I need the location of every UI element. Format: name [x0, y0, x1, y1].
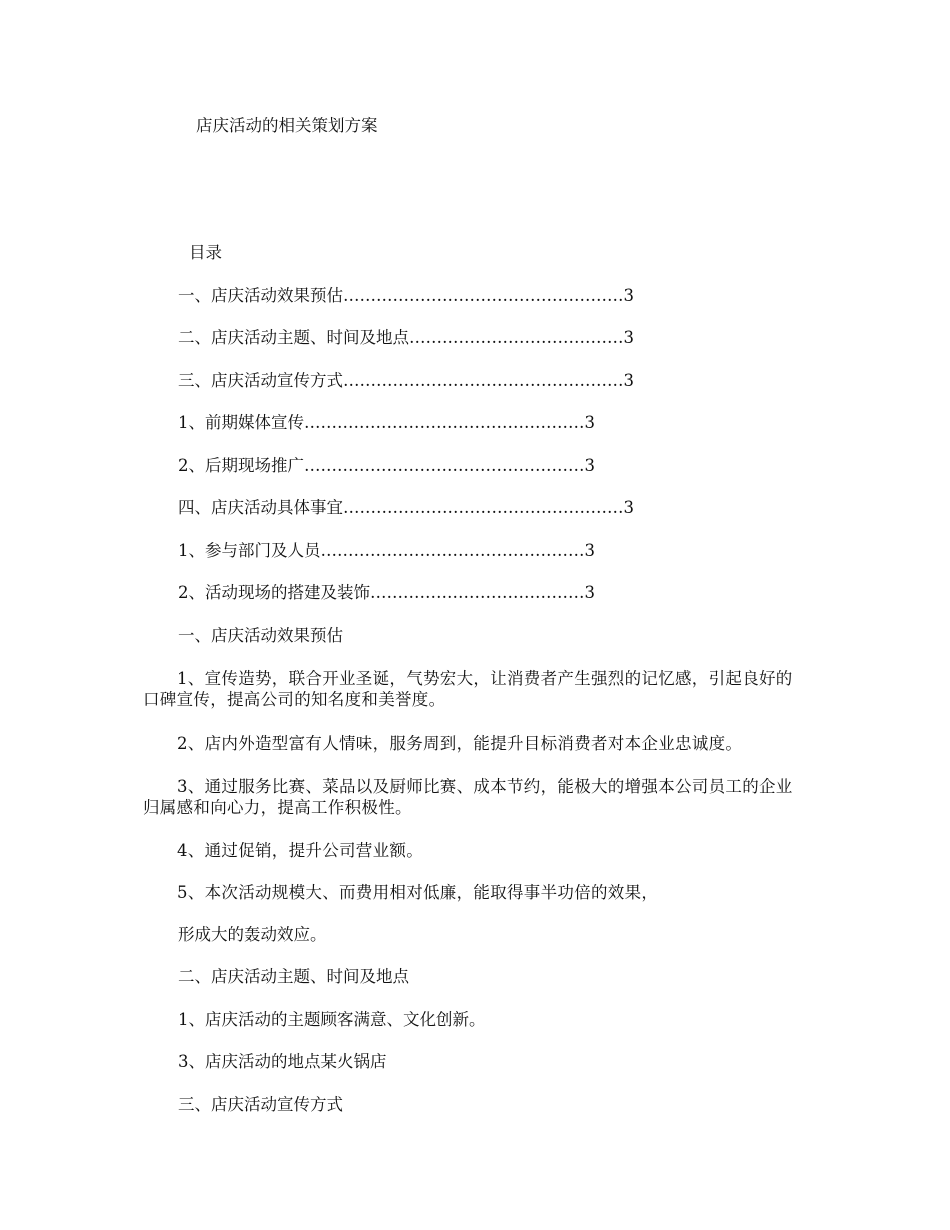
toc-entry: [178, 541, 595, 561]
toc-leader: ……………………………………………: [343, 286, 624, 305]
toc-entry-text: 四、店庆活动具体事宜: [178, 498, 343, 517]
toc-entry: [178, 371, 634, 391]
toc-leader: ……………………………………………: [343, 498, 624, 517]
section-heading: 三、店庆活动宣传方式: [178, 1095, 343, 1114]
toc-page-number: 3: [584, 413, 595, 432]
toc-entry-text: 2、后期现场推广: [178, 456, 304, 475]
toc-entry: [178, 328, 634, 348]
toc-entry: [178, 413, 595, 433]
body-paragraph: 5、本次活动规模大、而费用相对低廉，能取得事半功倍的效果，: [177, 883, 659, 902]
body-paragraph: 3、店庆活动的地点某火锅店: [178, 1052, 387, 1071]
body-paragraph: 4、通过促销，提升公司营业额。: [177, 841, 423, 860]
toc-page-number: 3: [584, 541, 595, 560]
toc-entry-text: 1、前期媒体宣传: [178, 413, 304, 432]
body-paragraph: 形成大的轰动效应。: [178, 925, 327, 944]
toc-entry-text: 三、店庆活动宣传方式: [178, 371, 343, 390]
body-paragraph: 2、店内外造型富有人情味，服务周到，能提升目标消费者对本企业忠诚度。: [177, 734, 743, 753]
document-title: 店庆活动的相关策划方案: [196, 116, 378, 135]
toc-page-number: 3: [623, 328, 634, 347]
toc-entry-text: 一、店庆活动效果预估: [178, 286, 343, 305]
toc-page-number: 3: [584, 456, 595, 475]
toc-leader: …………………………………………: [320, 541, 585, 560]
toc-leader: ……………………………………………: [304, 456, 585, 475]
toc-page-number: 3: [584, 583, 595, 602]
body-paragraph: 1、店庆活动的主题顾客满意、文化创新。: [178, 1010, 486, 1029]
toc-heading: 目录: [189, 243, 222, 262]
toc-leader: …………………………………: [370, 583, 585, 602]
toc-page-number: 3: [623, 371, 634, 390]
toc-entry: [178, 498, 634, 518]
toc-leader: ……………………………………………: [343, 371, 624, 390]
body-paragraph: 3、通过服务比赛、菜品以及厨师比赛、成本节约，能极大的增强本公司员工的企业归属感和向心力，提高工作积极性。: [143, 777, 793, 817]
toc-leader: ……………………………………………: [304, 413, 585, 432]
toc-leader: …………………………………: [409, 328, 624, 347]
toc-entry: [178, 286, 634, 306]
section-heading: 一、店庆活动效果预估: [178, 626, 343, 645]
section-heading: 二、店庆活动主题、时间及地点: [178, 967, 409, 986]
toc-entry-text: 二、店庆活动主题、时间及地点: [178, 328, 409, 347]
toc-page-number: 3: [623, 498, 634, 517]
toc-entry-text: 2、活动现场的搭建及装饰: [178, 583, 370, 602]
toc-page-number: 3: [623, 286, 634, 305]
toc-entry-text: 1、参与部门及人员: [178, 541, 321, 560]
toc-entry: [178, 456, 595, 476]
toc-entry: [178, 583, 595, 603]
body-paragraph: 1、宣传造势，联合开业圣诞，气势宏大，让消费者产生强烈的记忆感，引起良好的口碑宣传，提高公司的知名度和美誉度。: [143, 669, 793, 709]
